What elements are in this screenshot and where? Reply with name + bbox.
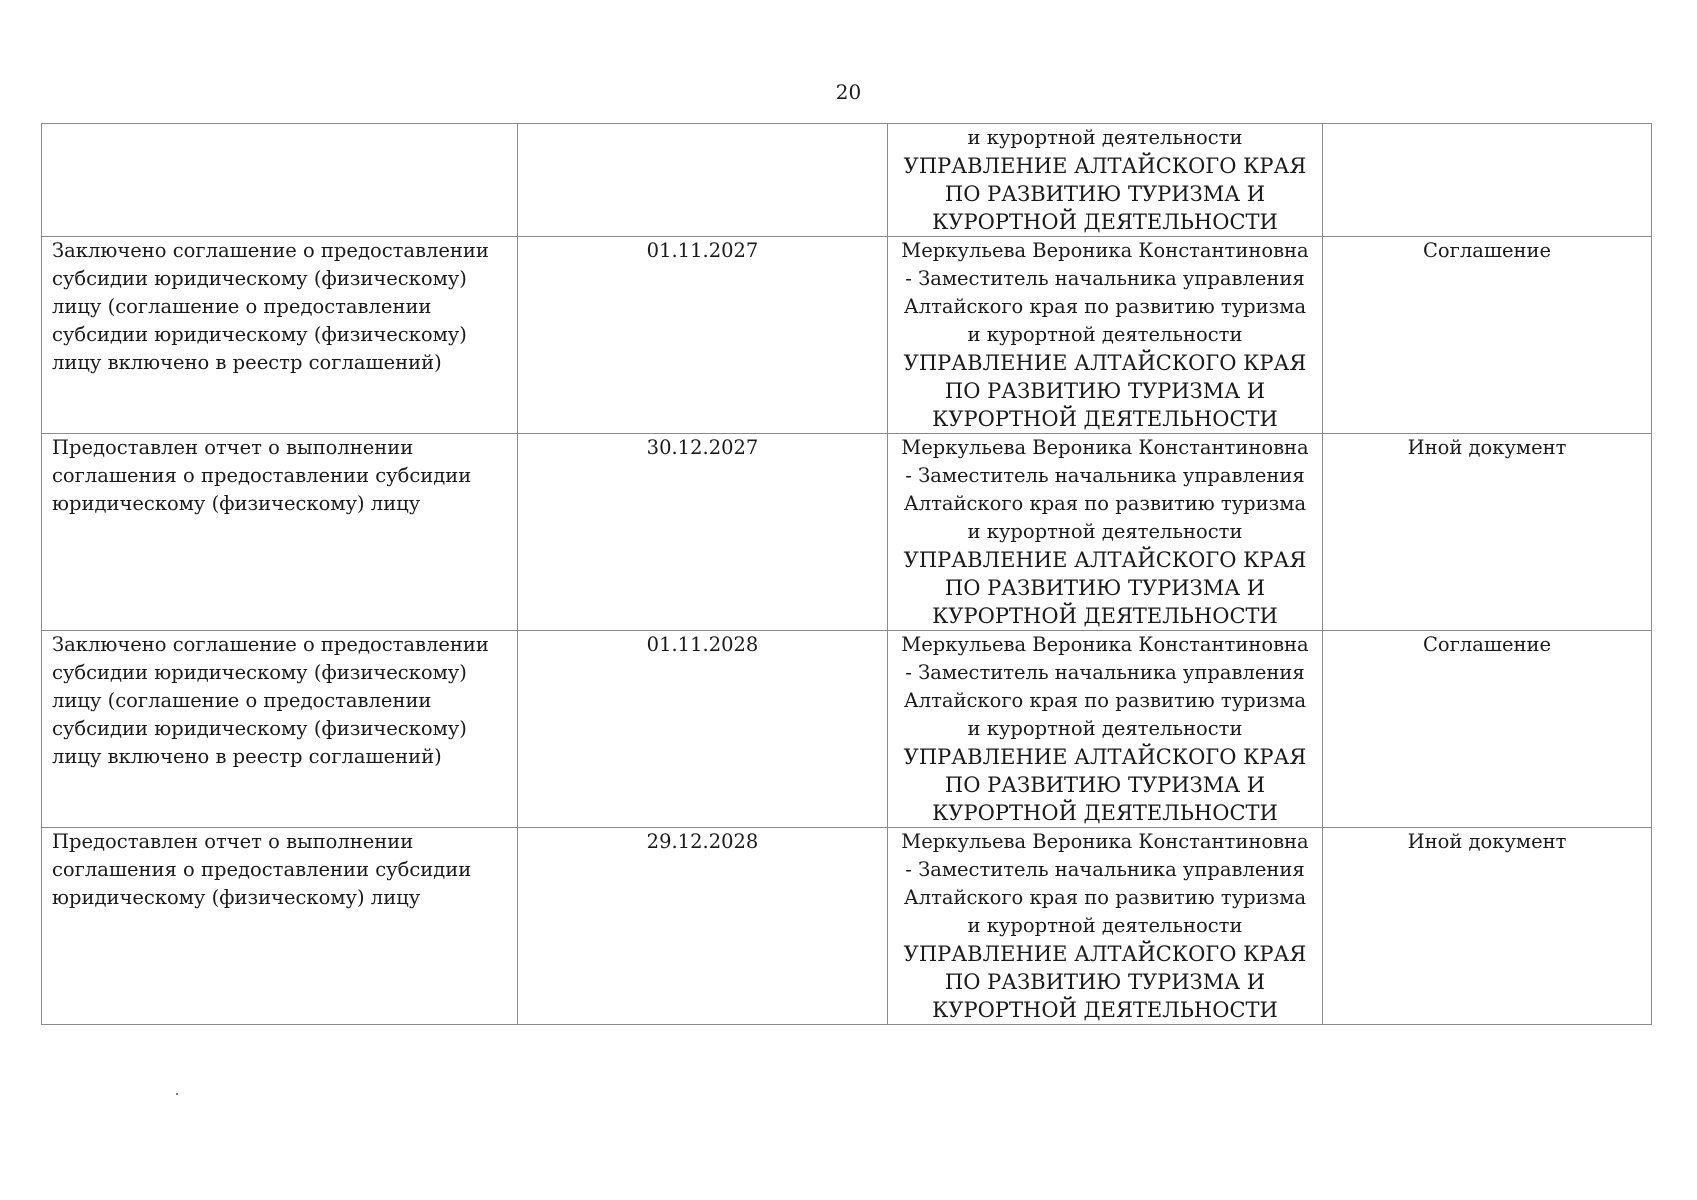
document-type-cell xyxy=(1323,124,1652,237)
table-row xyxy=(42,828,1652,1025)
event-line: Заключено соглашение о предоставлении xyxy=(52,633,489,656)
responsible-line: и курортной деятельности xyxy=(967,126,1243,149)
event-line: лицу (соглашение о предоставлении xyxy=(52,295,432,318)
responsible-line: КУРОРТНОЙ ДЕЯТЕЛЬНОСТИ xyxy=(932,604,1278,628)
event-cell xyxy=(42,631,518,828)
document-type-cell: Соглашение xyxy=(1323,237,1652,434)
event-line: юридическому (физическому) лицу xyxy=(52,886,421,909)
event-cell xyxy=(42,237,518,434)
responsible-line: и курортной деятельности xyxy=(967,323,1243,346)
event-cell xyxy=(42,828,518,1025)
responsible-line: УПРАВЛЕНИЕ АЛТАЙСКОГО КРАЯ xyxy=(903,548,1307,572)
responsible-line: КУРОРТНОЙ ДЕЯТЕЛЬНОСТИ xyxy=(932,210,1278,234)
responsible-line: ПО РАЗВИТИЮ ТУРИЗМА И xyxy=(944,970,1266,994)
responsible-line: УПРАВЛЕНИЕ АЛТАЙСКОГО КРАЯ xyxy=(903,745,1307,769)
table-row xyxy=(42,434,1652,631)
event-cell xyxy=(42,434,518,631)
document-type-cell: Иной документ xyxy=(1323,434,1652,631)
event-cell xyxy=(42,124,518,237)
date-cell: 01.11.2028 xyxy=(518,631,888,828)
event-line: лицу включено в реестр соглашений) xyxy=(52,745,442,768)
responsible-line: - Заместитель начальника управления xyxy=(905,858,1305,881)
date-cell xyxy=(518,124,888,237)
event-line: соглашения о предоставлении субсидии xyxy=(52,464,472,487)
responsible-line: УПРАВЛЕНИЕ АЛТАЙСКОГО КРАЯ xyxy=(903,942,1307,966)
date-cell: 01.11.2027 xyxy=(518,237,888,434)
responsible-cell xyxy=(888,828,1323,1025)
event-line: Предоставлен отчет о выполнении xyxy=(52,830,414,853)
responsible-line: - Заместитель начальника управления xyxy=(905,267,1305,290)
responsible-cell xyxy=(888,124,1323,237)
control-points-table xyxy=(41,123,1652,1025)
event-line: Заключено соглашение о предоставлении xyxy=(52,239,489,262)
responsible-line: и курортной деятельности xyxy=(967,914,1243,937)
responsible-line: КУРОРТНОЙ ДЕЯТЕЛЬНОСТИ xyxy=(932,801,1278,825)
responsible-line: ПО РАЗВИТИЮ ТУРИЗМА И xyxy=(944,773,1266,797)
document-type-cell: Иной документ xyxy=(1323,828,1652,1025)
event-line: субсидии юридическому (физическому) xyxy=(52,717,467,740)
event-line: соглашения о предоставлении субсидии xyxy=(52,858,472,881)
responsible-line: Алтайского края по развитию туризма xyxy=(903,886,1307,909)
responsible-line: и курортной деятельности xyxy=(967,520,1243,543)
responsible-line: УПРАВЛЕНИЕ АЛТАЙСКОГО КРАЯ xyxy=(903,351,1307,375)
responsible-line: Меркульева Вероника Константиновна xyxy=(901,239,1309,262)
event-line: лицу включено в реестр соглашений) xyxy=(52,351,442,374)
event-line: лицу (соглашение о предоставлении xyxy=(52,689,432,712)
responsible-line: ПО РАЗВИТИЮ ТУРИЗМА И xyxy=(944,379,1266,403)
responsible-line: КУРОРТНОЙ ДЕЯТЕЛЬНОСТИ xyxy=(932,998,1278,1022)
responsible-line: Меркульева Вероника Константиновна xyxy=(901,633,1309,656)
responsible-line: Алтайского края по развитию туризма xyxy=(903,492,1307,515)
responsible-line: - Заместитель начальника управления xyxy=(905,661,1305,684)
responsible-line: ПО РАЗВИТИЮ ТУРИЗМА И xyxy=(944,182,1266,206)
responsible-line: КУРОРТНОЙ ДЕЯТЕЛЬНОСТИ xyxy=(932,407,1278,431)
scan-speck xyxy=(176,1093,178,1095)
event-line: юридическому (физическому) лицу xyxy=(52,492,421,515)
page-number: 20 xyxy=(835,80,862,104)
responsible-line: УПРАВЛЕНИЕ АЛТАЙСКОГО КРАЯ xyxy=(903,154,1307,178)
event-line: субсидии юридическому (физическому) xyxy=(52,267,467,290)
responsible-line: ПО РАЗВИТИЮ ТУРИЗМА И xyxy=(944,576,1266,600)
table-row xyxy=(42,237,1652,434)
responsible-cell xyxy=(888,631,1323,828)
table-row-continuation xyxy=(42,124,1652,237)
event-line: субсидии юридическому (физическому) xyxy=(52,661,467,684)
date-cell: 30.12.2027 xyxy=(518,434,888,631)
responsible-line: - Заместитель начальника управления xyxy=(905,464,1305,487)
event-line: Предоставлен отчет о выполнении xyxy=(52,436,414,459)
event-line: субсидии юридическому (физическому) xyxy=(52,323,467,346)
responsible-cell xyxy=(888,434,1323,631)
date-cell: 29.12.2028 xyxy=(518,828,888,1025)
responsible-line: Алтайского края по развитию туризма xyxy=(903,295,1307,318)
responsible-line: Меркульева Вероника Константиновна xyxy=(901,830,1309,853)
table-row xyxy=(42,631,1652,828)
document-type-cell: Соглашение xyxy=(1323,631,1652,828)
responsible-cell xyxy=(888,237,1323,434)
responsible-line: и курортной деятельности xyxy=(967,717,1243,740)
responsible-line: Алтайского края по развитию туризма xyxy=(903,689,1307,712)
responsible-line: Меркульева Вероника Константиновна xyxy=(901,436,1309,459)
